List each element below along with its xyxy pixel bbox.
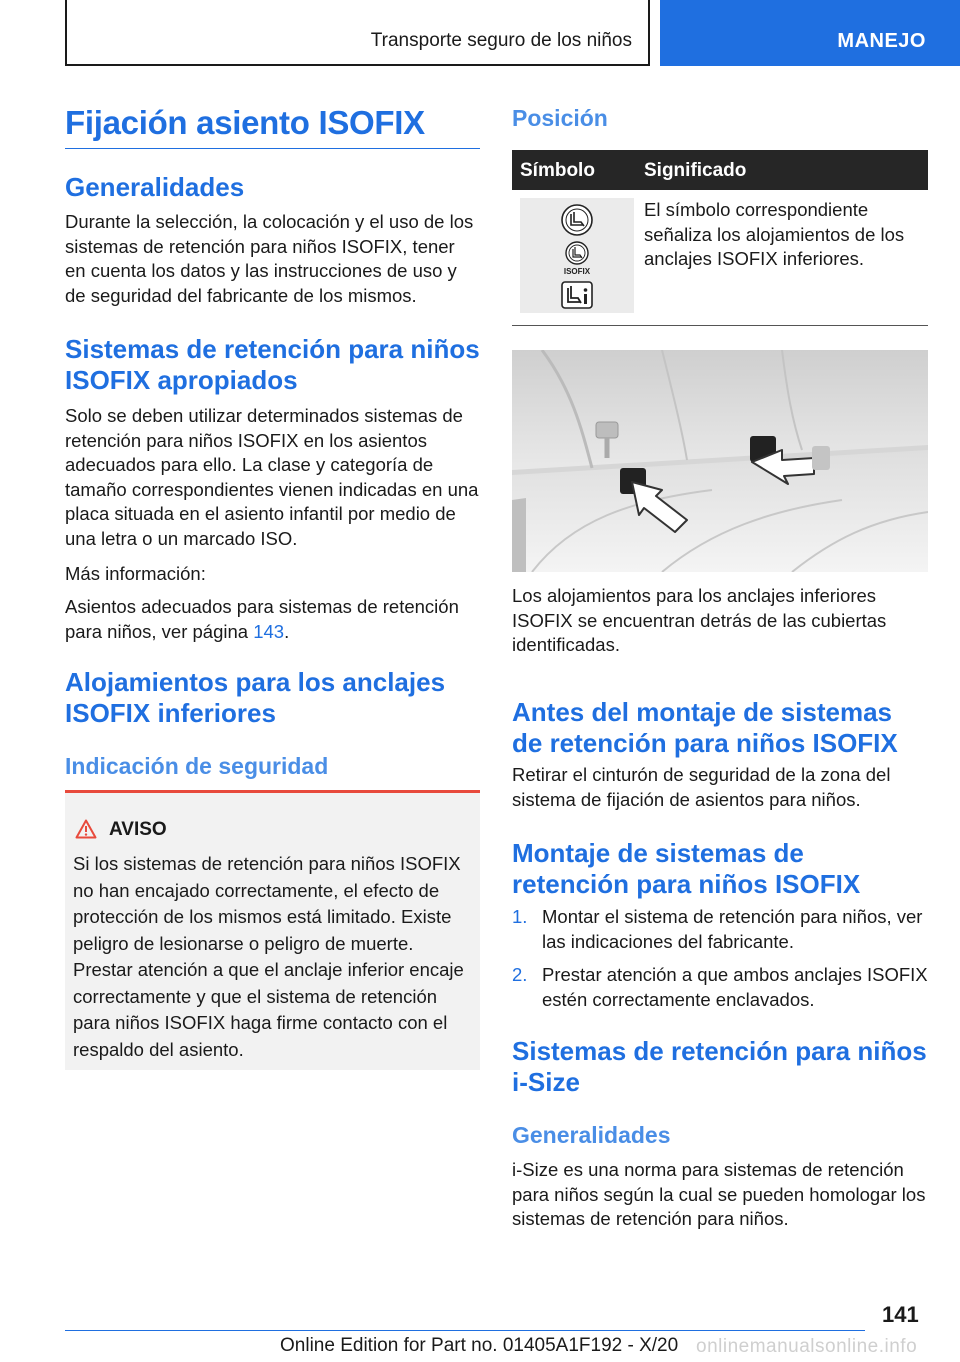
table-bottom-rule <box>512 325 928 326</box>
header-section-title: Transporte seguro de los niños <box>370 30 632 51</box>
footer-rule <box>65 1330 865 1331</box>
warning-title-label: AVISO <box>109 819 167 840</box>
header-section-tab <box>65 0 650 66</box>
table-col-meaning: Significado <box>644 160 747 181</box>
list-item <box>512 963 928 1012</box>
table-col-symbol: Símbolo <box>520 160 595 181</box>
list-item <box>512 905 928 954</box>
isize-heading: Sistemas de retención para niños i-Size <box>512 1036 927 1097</box>
montaje-heading: Montaje de sistemas de retención para niños ISOFIX <box>512 838 861 899</box>
header-chapter-title: MANEJO <box>837 30 926 52</box>
apropiados-heading: Sistemas de retención para niños ISOFIX apropiados <box>65 334 480 395</box>
indicacion-heading: Indicación de seguridad <box>65 753 329 779</box>
header-chapter-tab[interactable] <box>660 0 960 66</box>
posicion-heading: Posición <box>512 105 608 131</box>
footer-edition: Online Edition for Part no. 01405A1F192 - X/20 <box>280 1335 679 1356</box>
svg-text:ISOFIX: ISOFIX <box>563 267 591 276</box>
alojamientos-heading: Alojamientos para los anclajes ISOFIX inferiores <box>65 667 446 728</box>
page-title: Fijación asiento ISOFIX <box>65 104 425 141</box>
rear-seat-illustration <box>512 350 928 572</box>
page-number: 141 <box>882 1302 919 1327</box>
step-text: Montar el sistema de retención para niños, ver las indicaciones del fabricante. <box>542 906 923 952</box>
isize-generalidades-heading: Generalidades <box>512 1122 671 1148</box>
antes-heading: Antes del montaje de sistemas de retención para niños ISOFIX <box>512 697 898 758</box>
step-number: 2. <box>512 964 528 985</box>
mas-info-label: Más información: <box>65 563 206 584</box>
warning-triangle-icon <box>75 819 97 839</box>
apropiados-text: Solo se deben utilizar determinados sistemas de retención para niños ISOFIX en los asientos adecuados para ello. La clase y categoría de tamaño correspondientes vienen indicadas en una placa situada en el asiento infantil por medio de una letra o un marcado ISO. <box>65 405 479 549</box>
footer-watermark: onlinemanualsonline.info <box>696 1336 918 1357</box>
isofix-symbol-meaning: El símbolo correspondiente señaliza los alojamientos de los anclajes ISOFIX inferiores. <box>644 199 905 269</box>
warning-body: Si los sistemas de retención para niños ISOFIX no han encajado correctamente, el efecto de protección de los mismos está limitado. Existe peligro de lesionarse o peligro de muerte. Prestar atención a que el anclaje inferior encaje correctamente y que el sistema de retención para niños ISOFIX haga firme contacto con el respaldo del asiento. <box>73 853 464 1060</box>
warning-title <box>75 819 167 841</box>
montaje-steps <box>512 905 928 1021</box>
isofix-symbols-cell <box>520 198 634 313</box>
asientos-reference-text: Asientos adecuados para sistemas de retención para niños, ver página <box>65 596 459 642</box>
page-link-143[interactable]: 143 <box>253 620 285 642</box>
generalidades-heading: Generalidades <box>65 172 245 202</box>
step-number: 1. <box>512 906 528 927</box>
antes-text: Retirar el cinturón de seguridad de la zona del sistema de fijación de asientos para niños. <box>512 764 891 810</box>
warning-box <box>65 790 480 1070</box>
symbol-table-header <box>512 150 928 190</box>
isofix-anchors-photo <box>512 350 928 572</box>
step-text: Prestar atención a que ambos anclajes ISOFIX estén correctamente enclavados. <box>542 964 928 1010</box>
asientos-reference <box>65 595 480 644</box>
generalidades-text: Durante la selección, la colocación y el uso de los sistemas de retención para niños ISOFIX, tener en cuenta los datos y las instrucciones de uso y de seguridad del fabricante de los mismos. <box>65 211 474 306</box>
title-rule <box>65 148 480 149</box>
asientos-reference-end: . <box>284 620 290 642</box>
isize-text: i-Size es una norma para sistemas de retención para niños según la cual se pueden homologar los sistemas de retención para niños. <box>512 1159 926 1229</box>
isofix-symbols-icon <box>520 198 634 313</box>
photo-caption: Los alojamientos para los anclajes inferiores ISOFIX se encuentran detrás de las cubiertas identificadas. <box>512 585 887 655</box>
